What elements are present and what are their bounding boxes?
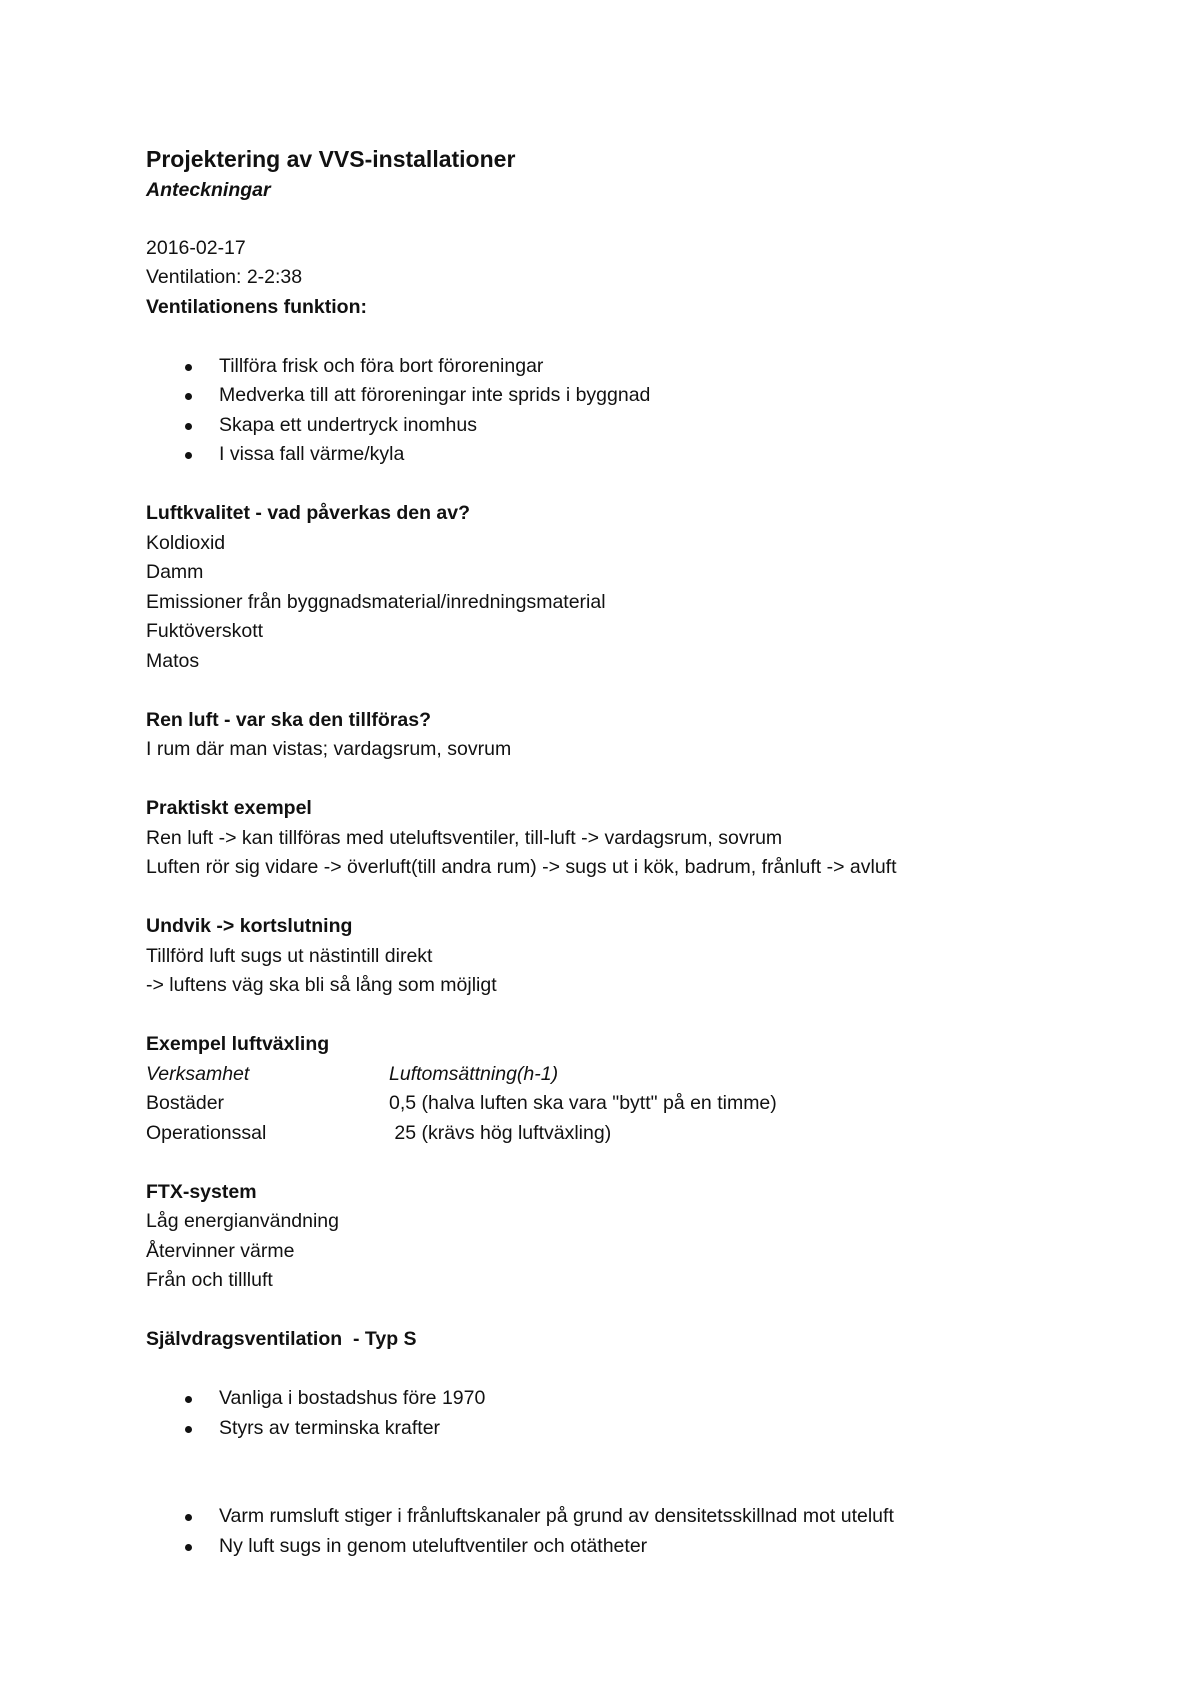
section-heading-sjalvdrag: Självdragsventilation - Typ S (146, 1328, 417, 1350)
table-cell: Bostäder (146, 1092, 225, 1114)
document-page (146, 142, 1106, 1561)
bullet-icon (185, 452, 192, 459)
table-row (146, 1119, 1106, 1149)
doc-title: Projektering av VVS-installationer (146, 146, 516, 172)
list-item: Varm rumsluft stiger i frånluftskanaler på grund av densitetsskillnad mot uteluft (146, 1502, 1106, 1532)
text-line: -> luftens väg ska bli så lång som möjligt (146, 974, 497, 996)
sjalvdrag-list-a (146, 1384, 1106, 1443)
section-heading-praktiskt: Praktiskt exempel (146, 797, 312, 819)
list-item: Vanliga i bostadshus före 1970 (146, 1384, 1106, 1414)
bullet-icon (185, 1544, 192, 1551)
bullet-icon (185, 1426, 192, 1433)
bullet-icon (185, 1514, 192, 1521)
text-line: Damm (146, 561, 204, 583)
column-header: Luftomsättning(h-1) (389, 1062, 559, 1085)
text-line: Ren luft -> kan tillföras med uteluftsventiler, till-luft -> vardagsrum, sovrum (146, 826, 783, 849)
section-heading-undvik: Undvik -> kortslutning (146, 915, 353, 937)
column-header: Verksamhet (146, 1062, 250, 1085)
bullet-icon (185, 1396, 192, 1403)
text-line: Matos (146, 649, 200, 672)
table-row (146, 1089, 1106, 1119)
bullet-icon (185, 364, 192, 371)
table-header-row (146, 1060, 1106, 1090)
list-item: Styrs av terminska krafter (146, 1414, 1106, 1444)
text-line: Tillförd luft sugs ut nästintill direkt (146, 944, 433, 967)
sjalvdrag-list-b (146, 1502, 1106, 1561)
table-cell: 25 (krävs hög luftväxling) (389, 1121, 612, 1144)
ventilation-ref: Ventilation: 2-2:38 (146, 266, 303, 288)
bullet-icon (185, 423, 192, 430)
funktion-list (146, 352, 1106, 470)
text-line: Från och tillluft (146, 1269, 273, 1291)
text-line: Återvinner värme (146, 1239, 295, 1262)
section-heading-luftkvalitet: Luftkvalitet - vad påverkas den av? (146, 502, 471, 524)
list-item: Skapa ett undertryck inomhus (146, 411, 1106, 441)
text-line: Låg energianvändning (146, 1210, 340, 1232)
doc-subtitle: Anteckningar (146, 179, 271, 201)
text-line: Emissioner från byggnadsmaterial/inredningsmaterial (146, 590, 606, 613)
table-cell: 0,5 (halva luften ska vara "bytt" på en timme) (389, 1092, 777, 1114)
table-cell: Operationssal (146, 1121, 267, 1144)
section-heading-luftvaxling: Exempel luftväxling (146, 1033, 330, 1055)
list-item: Medverka till att föroreningar inte sprids i byggnad (146, 381, 1106, 411)
list-item: Tillföra frisk och föra bort föroreningar (146, 352, 1106, 382)
section-heading-ftx: FTX-system (146, 1180, 257, 1203)
section-heading-ren-luft: Ren luft - var ska den tillföras? (146, 708, 431, 731)
text-line: Fuktöverskott (146, 620, 264, 642)
text-line: I rum där man vistas; vardagsrum, sovrum (146, 738, 512, 760)
text-line: Luften rör sig vidare -> överluft(till andra rum) -> sugs ut i kök, badrum, frånluft -> avluft (146, 856, 897, 878)
list-item: Ny luft sugs in genom uteluftventiler och otätheter (146, 1532, 1106, 1562)
date: 2016-02-17 (146, 236, 246, 259)
text-line: Koldioxid (146, 531, 226, 554)
bullet-icon (185, 393, 192, 400)
list-item: I vissa fall värme/kyla (146, 440, 1106, 470)
section-heading-funktion: Ventilationens funktion: (146, 295, 368, 318)
